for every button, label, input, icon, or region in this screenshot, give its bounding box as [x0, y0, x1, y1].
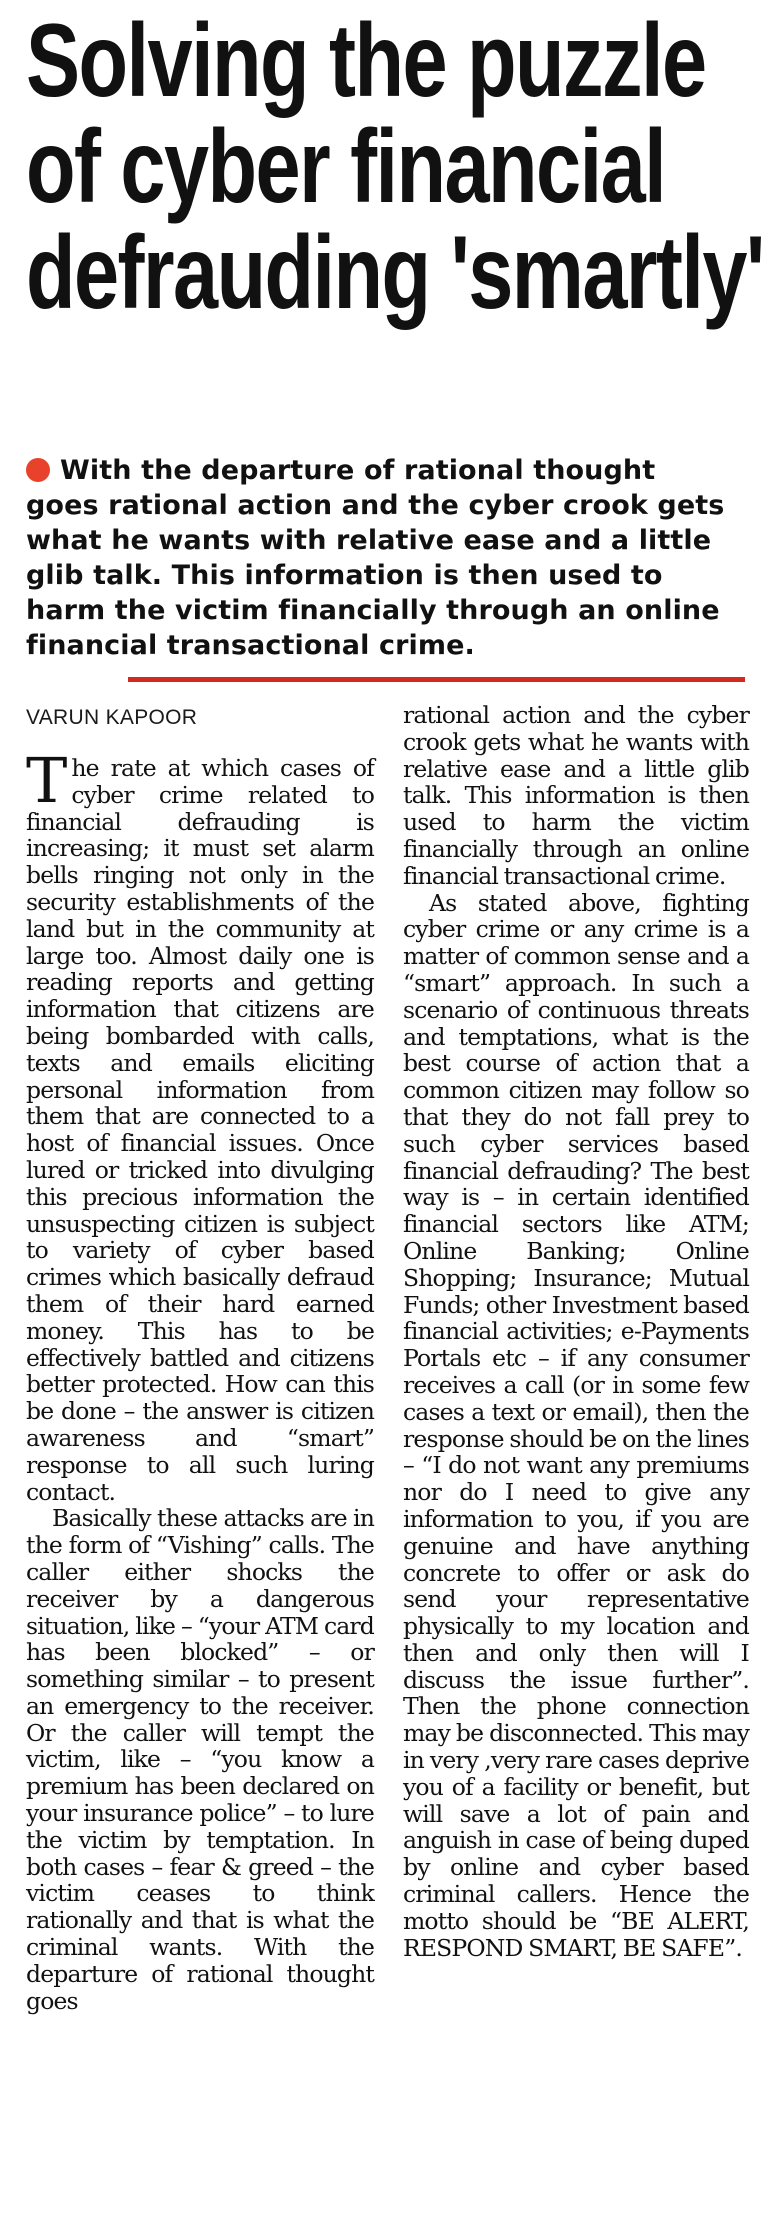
bullet-dot-icon [26, 458, 50, 482]
article-column-2 [403, 702, 749, 1961]
article-paragraph: rational action and the cyber crook gets what he wants with relative ease and a little glib talk. This information is then used to harm the victim financially through an online financial transactional crime. [403, 701, 749, 890]
byline: VARUN KAPOOR [26, 706, 198, 729]
article-paragraph [26, 744, 374, 1506]
headline [26, 3, 764, 332]
article-paragraph: As stated above, fighting cyber crime or any crime is a matter of common sense and a “smart” approach. In such a scenario of continuous threats and temptations, what is the best course of action that a common citizen may follow so that they do not fall prey to such cyber services based financial defrauding? The best way is – in certain identified financial sectors like ATM; Online Banking; Online Shopping; Insurance; Mutual Funds; other Investment based financial activities; e-Payments Portals etc – if any consumer receives a call (or in some few cases a text or email), then the response should be on the lines – “I do not want any premiums nor do I need to give any information to you, if you are genuine and have anything concrete to offer or ask do send your representative physically to my location and then and only then will I discuss the issue further”. Then the phone connection may be disconnected. This may in very ,very rare cases deprive you of a facility or benefit, but will save a lot of pain and anguish in case of being duped by online and cyber based criminal callers. Hence the motto should be “BE ALERT, RESPOND SMART, BE SAFE”. [403, 888, 749, 1962]
headline-line-3: defrauding 'smartly' [26, 215, 764, 332]
drop-cap: T [26, 744, 68, 817]
deck-text: With the departure of rational thought goes rational action and the cyber crook gets what he wants with relative ease and a little glib talk. This information is then used to harm the victim financially through an online financial transactional crime. [26, 455, 725, 661]
deck [26, 453, 726, 663]
paragraph-text: he rate at which cases of cyber crime related to financial defrauding is increasing; it must set alarm bells ringing not only in the security establishments of the land but in the community at large too. Almost daily one is reading reports and getting information that citizens are being bombarded with calls, texts and emails eliciting personal information from them that are connected to a host of financial issues. Once lured or tricked into divulging this precious information the unsuspecting citizen is subject to variety of cyber based crimes which basically defraud them of their hard earned money. This has to be effectively battled and citizens better protected. How can this be done – the answer is citizen awareness and “smart” response to all such luring contact. [26, 754, 374, 1506]
headline-line-2: of cyber financial [26, 109, 666, 226]
divider-rule [128, 677, 745, 682]
article-column-1 [26, 744, 374, 2015]
article-paragraph: Basically these attacks are in the form of “Vishing” calls. The caller either shocks the receiver by a dangerous situation, like – “your ATM card has been blocked” – or something similar – to present an emergency to the receiver. Or the caller will tempt the victim, like – “you know a premium has been declared on your insurance police” – to lure the victim by temptation. In both cases – fear & greed – the victim ceases to think rationally and that is what the criminal wants. With the departure of rational thought goes [26, 1504, 374, 2015]
headline-line-1: Solving the puzzle [26, 3, 706, 119]
